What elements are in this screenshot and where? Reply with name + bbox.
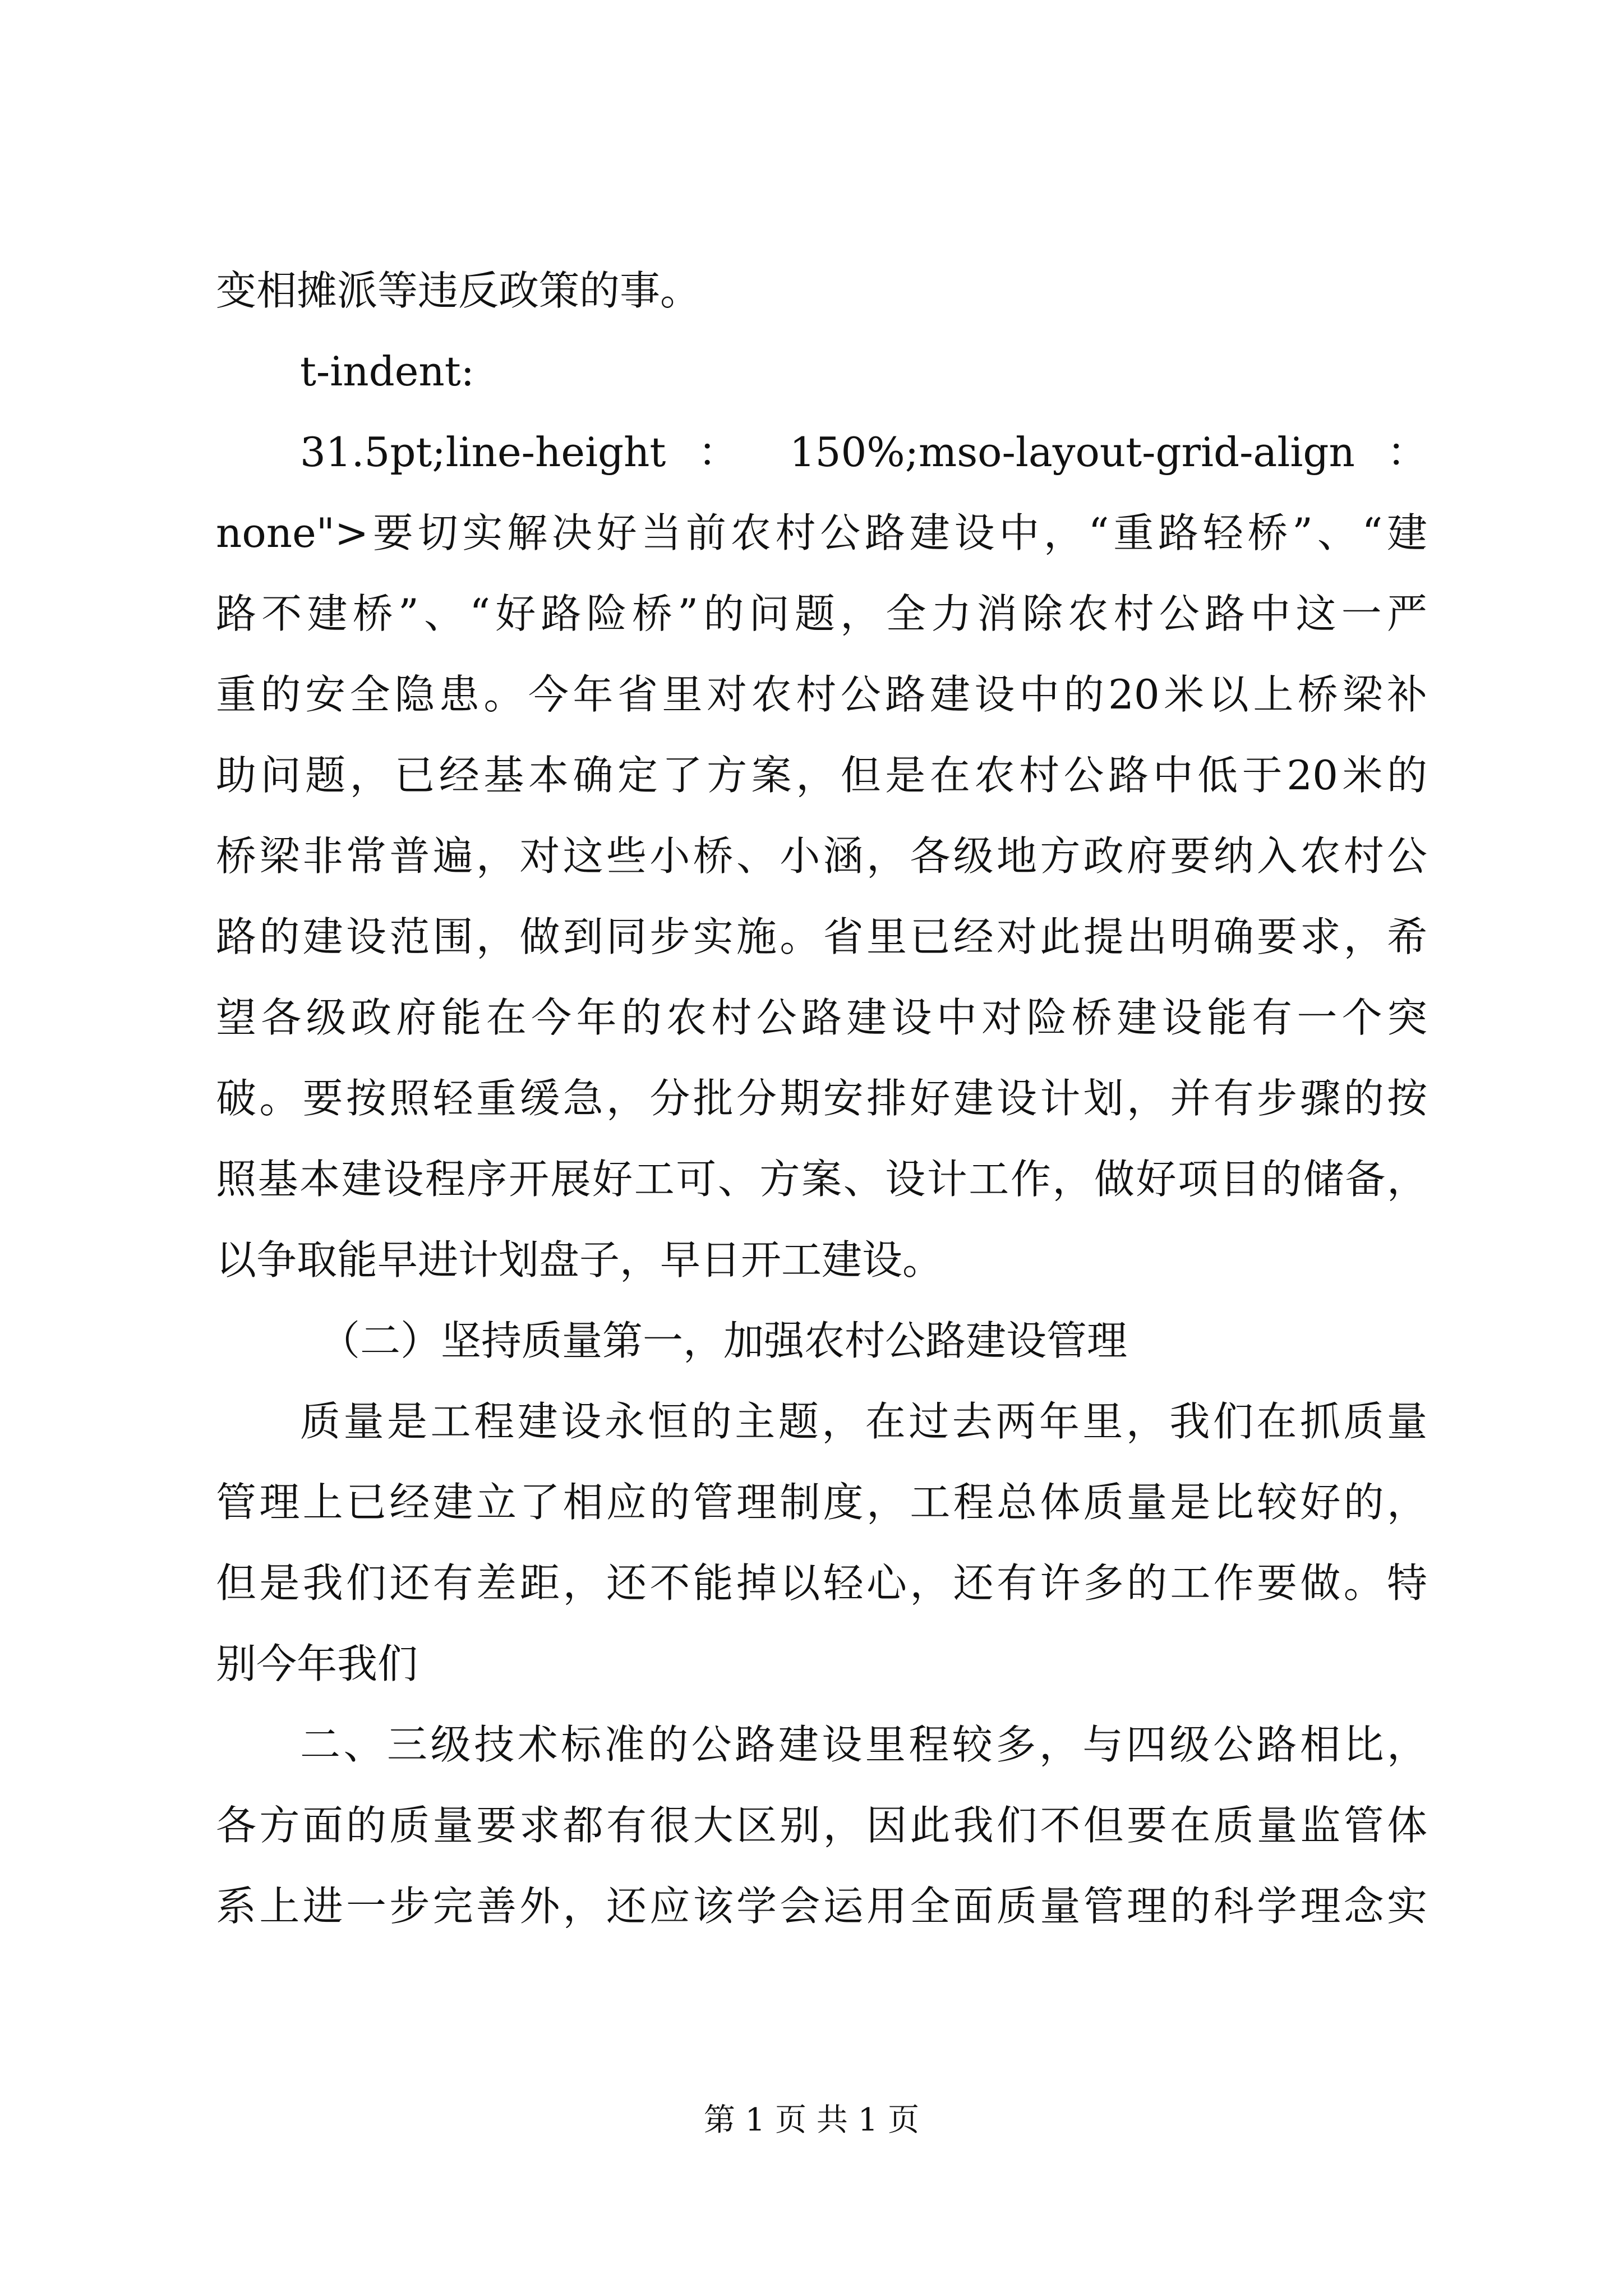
text-line: 别今年我们: [216, 1640, 418, 1687]
text-line: 助问题，已经基本确定了方案，但是在农村公路中低于20米的: [216, 752, 1427, 799]
section-heading: （二）坚持质量第一，加强农村公路建设管理: [320, 1317, 1128, 1364]
text-line: 系上进一步完善外，还应该学会运用全面质量管理的科学理念实: [216, 1883, 1427, 1930]
text-line: 二、三级技术标准的公路建设里程较多，与四级公路相比，: [300, 1721, 1427, 1768]
text-line: 变相摊派等违反政策的事。: [216, 267, 701, 314]
text-line: 各方面的质量要求都有很大区别，因此我们不但要在质量监管体: [216, 1802, 1427, 1849]
text-line: 桥梁非常普遍，对这些小桥、小涵，各级地方政府要纳入农村公: [216, 832, 1427, 880]
text-line: 路的建设范围，做到同步实施。省里已经对此提出明确要求，希: [216, 913, 1427, 960]
text-line: 31.5pt;line-height ： 150%;mso-layout-grid-align ：: [300, 429, 1427, 476]
text-line: 管理上已经建立了相应的管理制度，工程总体质量是比较好的，: [216, 1479, 1427, 1526]
text-line: 照基本建设程序开展好工可、方案、设计工作，做好项目的储备，: [216, 1156, 1427, 1203]
text-line: 质量是工程建设永恒的主题，在过去两年里，我们在抓质量: [300, 1398, 1427, 1445]
text-line: 但是我们还有差距，还不能掉以轻心，还有许多的工作要做。特: [216, 1559, 1427, 1607]
text-line: none">要切实解决好当前农村公路建设中，“重路轻桥”、“建: [216, 509, 1427, 556]
text-line: 望各级政府能在今年的农村公路建设中对险桥建设能有一个突: [216, 994, 1427, 1041]
text-line: 破。要按照轻重缓急，分批分期安排好建设计划，并有步骤的按: [216, 1075, 1427, 1122]
text-line: t-indent:: [300, 348, 474, 395]
text-line: 路不建桥”、“好路险桥”的问题，全力消除农村公路中这一严: [216, 590, 1427, 637]
page-footer: 第 1 页 共 1 页: [703, 2102, 920, 2138]
text-line: 以争取能早进计划盘子，早日开工建设。: [216, 1236, 943, 1283]
text-line: 重的安全隐患。今年省里对农村公路建设中的20米以上桥梁补: [216, 671, 1427, 718]
